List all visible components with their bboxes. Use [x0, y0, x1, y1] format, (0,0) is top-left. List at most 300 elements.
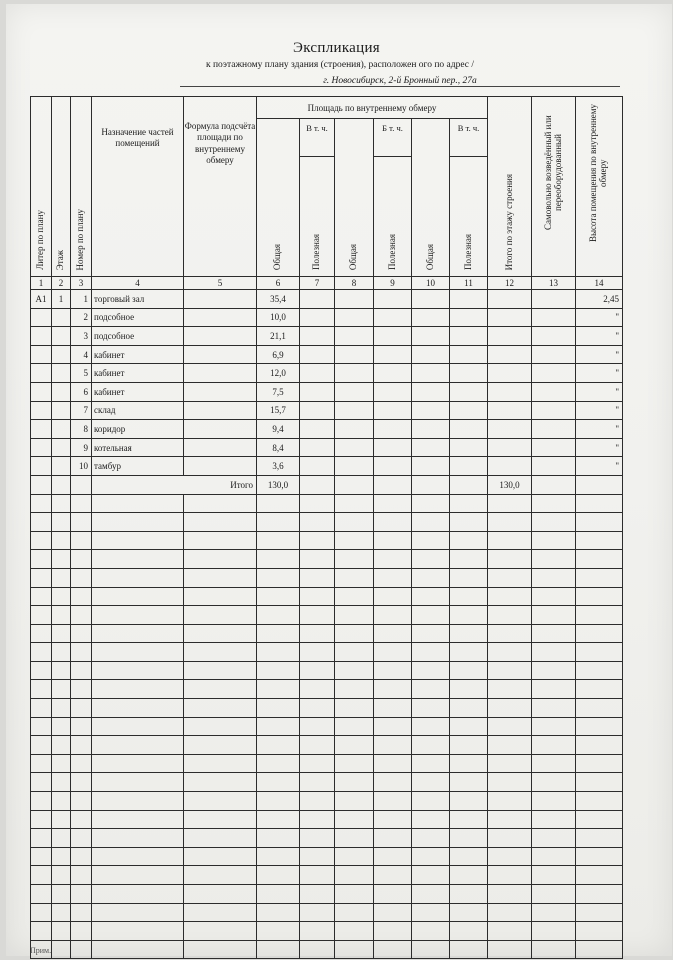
cell-empty: [335, 513, 374, 532]
cell-empty: [576, 550, 623, 569]
cell-empty: [52, 513, 71, 532]
empty-row: [31, 736, 623, 755]
cell-empty: [412, 513, 450, 532]
cell-empty: [184, 513, 257, 532]
cell-empty: [576, 494, 623, 513]
cell-empty: [184, 643, 257, 662]
cell-empty: [300, 624, 335, 643]
cell-empty: [488, 847, 532, 866]
cell-empty: [92, 550, 184, 569]
cell-empty: [576, 643, 623, 662]
cell-empty: [300, 345, 335, 364]
cell-empty: [532, 680, 576, 699]
table-body: [31, 290, 623, 959]
cell-empty: [335, 457, 374, 476]
cell-empty: [488, 922, 532, 941]
cell-empty: [300, 903, 335, 922]
cell-empty: [412, 308, 450, 327]
cell-empty: [488, 643, 532, 662]
cell-floor: [52, 420, 71, 439]
empty-row: [31, 903, 623, 922]
empty-row: [31, 922, 623, 941]
cell-empty: [71, 940, 92, 959]
cell-empty: [374, 550, 412, 569]
cell-empty: [300, 940, 335, 959]
cell-empty: [412, 792, 450, 811]
cell-empty: [257, 606, 300, 625]
cell-empty: [300, 810, 335, 829]
cell-empty: [31, 829, 52, 848]
cell-empty: [374, 531, 412, 550]
cell-empty: [450, 699, 488, 718]
cell-empty: [300, 885, 335, 904]
cell-empty: [412, 531, 450, 550]
cell-unauthorized: [532, 308, 576, 327]
header-sub-b1: В т. ч.: [300, 119, 335, 157]
cell-empty: [450, 494, 488, 513]
cell-empty: [92, 940, 184, 959]
cell-empty: [71, 847, 92, 866]
cell-empty: [374, 940, 412, 959]
cell-empty: [576, 773, 623, 792]
header-sub-b2: Б т. ч.: [374, 119, 412, 157]
cell-empty: [184, 624, 257, 643]
cell-empty: [300, 587, 335, 606]
cell-empty: [374, 327, 412, 346]
cell-number: 10: [71, 457, 92, 476]
empty-row: [31, 810, 623, 829]
cell-empty: [300, 680, 335, 699]
cell-empty: [184, 736, 257, 755]
cell-empty: [257, 866, 300, 885]
cell-empty: [257, 494, 300, 513]
empty-row: [31, 792, 623, 811]
cell-area-total: 9,4: [257, 420, 300, 439]
cell-empty: [532, 903, 576, 922]
cell-empty: [374, 475, 412, 494]
cell-empty: [257, 922, 300, 941]
cell-empty: [52, 810, 71, 829]
cell-empty: [31, 792, 52, 811]
cell-empty: [257, 550, 300, 569]
cell-empty: [374, 829, 412, 848]
cell-empty: [71, 866, 92, 885]
cell-empty: [71, 754, 92, 773]
cell-empty: [412, 401, 450, 420]
cell-number: 7: [71, 401, 92, 420]
document-title: Экспликация: [293, 40, 380, 56]
cell-empty: [576, 717, 623, 736]
cell-empty: [52, 699, 71, 718]
cell-formula: [184, 308, 257, 327]
header-area-group: Площадь по внутреннему обмеру: [257, 97, 488, 119]
cell-empty: [52, 773, 71, 792]
cell-empty: [412, 606, 450, 625]
empty-row: [31, 661, 623, 680]
cell-empty: [532, 661, 576, 680]
cell-empty: [52, 643, 71, 662]
cell-empty: [450, 903, 488, 922]
cell-empty: [92, 606, 184, 625]
cell-empty: [184, 587, 257, 606]
cell-empty: [532, 717, 576, 736]
cell-empty: [335, 401, 374, 420]
cell-empty: [450, 345, 488, 364]
cell-empty: [300, 420, 335, 439]
cell-empty: [576, 568, 623, 587]
cell-liter: [31, 364, 52, 383]
cell-empty: [450, 606, 488, 625]
cell-formula: [184, 382, 257, 401]
cell-empty: [335, 792, 374, 811]
cell-unauthorized: [532, 420, 576, 439]
cell-empty: [71, 661, 92, 680]
cell-number: 1: [71, 290, 92, 309]
cell-empty: [52, 736, 71, 755]
cell-empty: [488, 568, 532, 587]
cell-empty: [412, 736, 450, 755]
cell-empty: [52, 885, 71, 904]
cell-empty: [335, 624, 374, 643]
cell-empty: [374, 736, 412, 755]
cell-liter: [31, 420, 52, 439]
cell-empty: [31, 494, 52, 513]
cell-floor-total: [488, 420, 532, 439]
cell-empty: [335, 382, 374, 401]
cell-empty: [300, 531, 335, 550]
cell-empty: [31, 773, 52, 792]
cell-empty: [335, 699, 374, 718]
cell-purpose: тамбур: [92, 457, 184, 476]
cell-height: 2,45: [576, 290, 623, 309]
cell-empty: [450, 327, 488, 346]
cell-empty: [31, 810, 52, 829]
empty-row: [31, 829, 623, 848]
header-total-1: Общая: [257, 119, 300, 277]
cell-empty: [488, 717, 532, 736]
cell-floor-total: [488, 327, 532, 346]
cell-empty: [412, 643, 450, 662]
cell-empty: [52, 847, 71, 866]
cell-empty: [412, 290, 450, 309]
cell-empty: [71, 494, 92, 513]
cell-empty: [257, 885, 300, 904]
header-floor-total: Итого по этажу строения: [488, 97, 532, 277]
cell-empty: [412, 940, 450, 959]
cell-height: ": [576, 327, 623, 346]
colnum: 13: [532, 277, 576, 290]
total-row: [31, 475, 623, 494]
cell-floor: 1: [52, 290, 71, 309]
cell-empty: [52, 661, 71, 680]
cell-empty: [31, 736, 52, 755]
cell-empty: [532, 866, 576, 885]
cell-empty: [576, 699, 623, 718]
cell-empty: [52, 940, 71, 959]
cell-empty: [184, 717, 257, 736]
cell-empty: [92, 754, 184, 773]
cell-empty: [576, 475, 623, 494]
cell-empty: [71, 922, 92, 941]
cell-empty: [374, 606, 412, 625]
cell-empty: [257, 792, 300, 811]
cell-empty: [412, 699, 450, 718]
cell-empty: [374, 401, 412, 420]
cell-empty: [31, 903, 52, 922]
empty-row: [31, 680, 623, 699]
cell-empty: [488, 754, 532, 773]
cell-empty: [374, 587, 412, 606]
cell-unauthorized: [532, 457, 576, 476]
colnum: 1: [31, 277, 52, 290]
cell-empty: [412, 494, 450, 513]
cell-empty: [92, 661, 184, 680]
cell-empty: [257, 717, 300, 736]
cell-floor-total: [488, 308, 532, 327]
cell-empty: [335, 345, 374, 364]
cell-empty: [300, 717, 335, 736]
header-liter: Литер по плану: [31, 97, 52, 277]
cell-empty: [300, 327, 335, 346]
cell-empty: [92, 847, 184, 866]
cell-unauthorized: [532, 364, 576, 383]
cell-empty: [335, 290, 374, 309]
cell-empty: [31, 699, 52, 718]
cell-empty: [374, 847, 412, 866]
cell-empty: [532, 829, 576, 848]
cell-empty: [374, 513, 412, 532]
cell-empty: [257, 773, 300, 792]
cell-empty: [300, 606, 335, 625]
cell-empty: [450, 290, 488, 309]
cell-empty: [450, 643, 488, 662]
cell-floor-total: [488, 457, 532, 476]
cell-empty: [335, 550, 374, 569]
cell-empty: [576, 736, 623, 755]
cell-height: ": [576, 420, 623, 439]
explication-table: [30, 96, 623, 959]
cell-empty: [374, 754, 412, 773]
cell-empty: [300, 438, 335, 457]
cell-empty: [450, 773, 488, 792]
cell-empty: [576, 866, 623, 885]
cell-height: ": [576, 364, 623, 383]
cell-empty: [412, 922, 450, 941]
cell-purpose: подсобное: [92, 327, 184, 346]
cell-empty: [184, 866, 257, 885]
cell-empty: [374, 643, 412, 662]
cell-empty: [257, 754, 300, 773]
cell-empty: [488, 550, 532, 569]
cell-empty: [374, 922, 412, 941]
cell-liter: [31, 382, 52, 401]
cell-empty: [184, 885, 257, 904]
cell-empty: [576, 661, 623, 680]
cell-number: 2: [71, 308, 92, 327]
cell-empty: [374, 382, 412, 401]
cell-number: 8: [71, 420, 92, 439]
cell-empty: [488, 513, 532, 532]
cell-empty: [92, 531, 184, 550]
cell-unauthorized: [532, 327, 576, 346]
cell-unauthorized: [532, 290, 576, 309]
cell-number: 3: [71, 327, 92, 346]
cell-empty: [450, 624, 488, 643]
cell-empty: [31, 643, 52, 662]
table-row: [31, 420, 623, 439]
cell-empty: [92, 736, 184, 755]
total-floor-area: 130,0: [488, 475, 532, 494]
cell-empty: [488, 624, 532, 643]
colnum: 5: [184, 277, 257, 290]
cell-empty: [488, 866, 532, 885]
cell-empty: [31, 513, 52, 532]
cell-empty: [300, 829, 335, 848]
cell-empty: [488, 680, 532, 699]
colnum: 14: [576, 277, 623, 290]
cell-empty: [300, 513, 335, 532]
empty-row: [31, 587, 623, 606]
cell-empty: [257, 736, 300, 755]
cell-empty: [300, 922, 335, 941]
cell-unauthorized: [532, 438, 576, 457]
cell-empty: [92, 699, 184, 718]
cell-empty: [92, 829, 184, 848]
cell-height: ": [576, 401, 623, 420]
cell-empty: [450, 847, 488, 866]
total-area: 130,0: [257, 475, 300, 494]
cell-empty: [412, 457, 450, 476]
cell-empty: [300, 290, 335, 309]
cell-empty: [52, 494, 71, 513]
cell-empty: [71, 550, 92, 569]
cell-empty: [374, 568, 412, 587]
cell-empty: [488, 531, 532, 550]
cell-purpose: кабинет: [92, 382, 184, 401]
empty-row: [31, 531, 623, 550]
cell-empty: [576, 754, 623, 773]
cell-empty: [71, 531, 92, 550]
cell-empty: [184, 606, 257, 625]
colnum: 6: [257, 277, 300, 290]
cell-empty: [335, 773, 374, 792]
cell-empty: [374, 773, 412, 792]
cell-empty: [374, 364, 412, 383]
cell-empty: [412, 438, 450, 457]
cell-empty: [374, 345, 412, 364]
cell-empty: [52, 606, 71, 625]
cell-empty: [412, 624, 450, 643]
cell-empty: [450, 420, 488, 439]
table-row: [31, 308, 623, 327]
cell-height: ": [576, 382, 623, 401]
empty-row: [31, 847, 623, 866]
cell-purpose: котельная: [92, 438, 184, 457]
cell-floor-total: [488, 364, 532, 383]
cell-empty: [335, 494, 374, 513]
cell-empty: [532, 550, 576, 569]
document-address: г. Новосибирск, 2-й Бронный пер., 27а: [180, 76, 620, 87]
cell-empty: [31, 475, 52, 494]
cell-number: 4: [71, 345, 92, 364]
cell-empty: [52, 903, 71, 922]
cell-empty: [184, 568, 257, 587]
cell-empty: [374, 420, 412, 439]
cell-empty: [335, 940, 374, 959]
cell-empty: [257, 587, 300, 606]
table-row: [31, 290, 623, 309]
cell-empty: [92, 624, 184, 643]
cell-empty: [52, 866, 71, 885]
cell-empty: [31, 717, 52, 736]
table-row: [31, 327, 623, 346]
cell-empty: [31, 606, 52, 625]
cell-formula: [184, 290, 257, 309]
cell-empty: [92, 513, 184, 532]
cell-empty: [52, 717, 71, 736]
table-row: [31, 401, 623, 420]
header-purpose: Назначение частей помещений: [92, 97, 184, 277]
cell-empty: [335, 587, 374, 606]
cell-empty: [374, 438, 412, 457]
cell-empty: [450, 550, 488, 569]
cell-empty: [488, 940, 532, 959]
cell-empty: [31, 680, 52, 699]
empty-row: [31, 643, 623, 662]
table-row: [31, 364, 623, 383]
header-useful-2: Полезная: [374, 157, 412, 277]
cell-purpose: подсобное: [92, 308, 184, 327]
cell-empty: [532, 494, 576, 513]
cell-empty: [374, 717, 412, 736]
cell-empty: [335, 885, 374, 904]
cell-empty: [184, 531, 257, 550]
cell-empty: [532, 773, 576, 792]
colnum: 3: [71, 277, 92, 290]
cell-empty: [450, 810, 488, 829]
cell-empty: [257, 829, 300, 848]
cell-empty: [450, 308, 488, 327]
cell-empty: [184, 922, 257, 941]
cell-empty: [92, 885, 184, 904]
table-row: [31, 457, 623, 476]
cell-empty: [71, 717, 92, 736]
cell-area-total: 35,4: [257, 290, 300, 309]
cell-empty: [71, 699, 92, 718]
cell-empty: [532, 792, 576, 811]
table-row: [31, 345, 623, 364]
cell-empty: [450, 736, 488, 755]
cell-empty: [335, 810, 374, 829]
cell-empty: [532, 699, 576, 718]
cell-empty: [92, 903, 184, 922]
total-label: Итого: [92, 475, 257, 494]
cell-empty: [450, 382, 488, 401]
cell-empty: [335, 866, 374, 885]
cell-empty: [450, 940, 488, 959]
cell-empty: [412, 717, 450, 736]
cell-empty: [412, 885, 450, 904]
cell-empty: [532, 531, 576, 550]
cell-empty: [92, 717, 184, 736]
cell-floor: [52, 345, 71, 364]
cell-empty: [71, 829, 92, 848]
cell-empty: [488, 494, 532, 513]
cell-empty: [31, 587, 52, 606]
cell-empty: [412, 903, 450, 922]
cell-empty: [412, 754, 450, 773]
header-number: Номер по плану: [71, 97, 92, 277]
